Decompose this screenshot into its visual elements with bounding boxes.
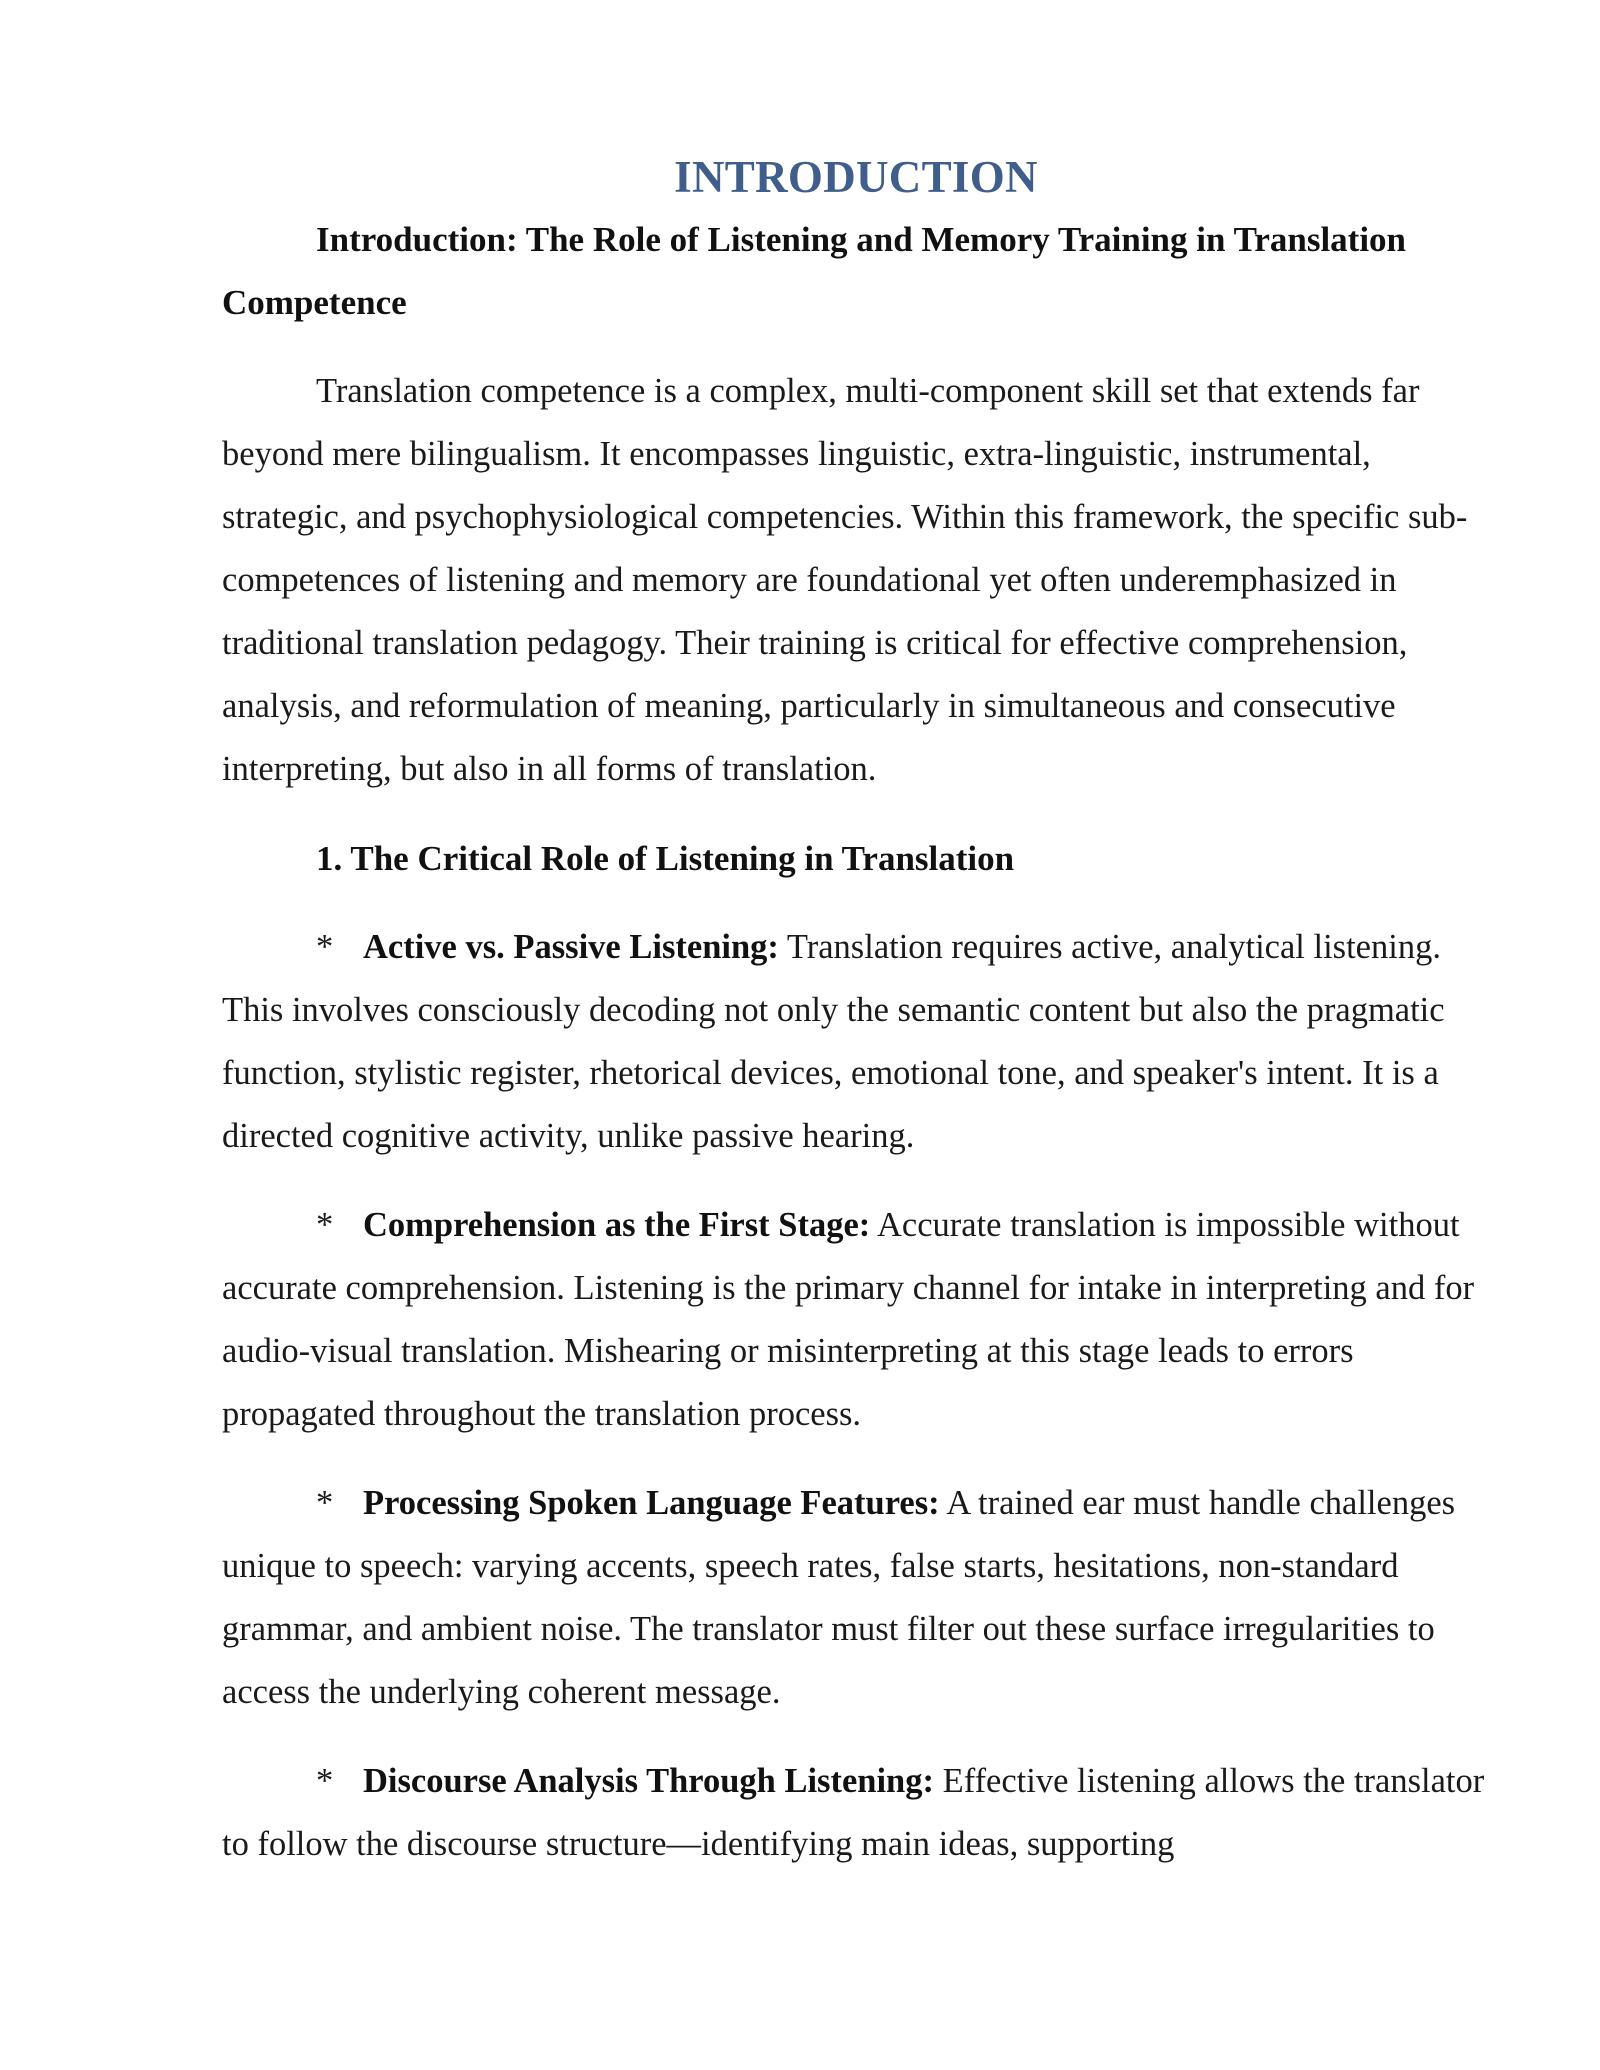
- list-item: [222, 1194, 1490, 1446]
- subtitle-heading: Introduction: The Role of Listening and Memory Training in Translation Competence: [222, 220, 1407, 322]
- bullet-marker: *: [316, 1484, 334, 1522]
- bullet-text: A trained ear must handle challenges unique to speech: varying accents, speech rates, false starts, hesitations, non-standard grammar, and ambient noise. The translator must filter out these surface irregularities to access the underlying coherent message.: [222, 1484, 1456, 1711]
- bullet-text: Accurate translation is impossible without accurate comprehension. Listening is the primary channel for intake in interpreting and for audio-visual translation. Mishearing or misinterpreting at this stage leads to errors propagated throughout the translation process.: [222, 1206, 1475, 1433]
- bullet-text: Effective listening allows the translator to follow the discourse structure—identifying main ideas, supporting: [222, 1762, 1485, 1863]
- list-item: [222, 1472, 1490, 1724]
- bullet-marker: *: [316, 1206, 334, 1244]
- bullet-term: Active vs. Passive Listening:: [363, 928, 779, 966]
- bullet-marker: *: [316, 928, 334, 966]
- list-item: [222, 1750, 1490, 1876]
- list-item: [222, 916, 1490, 1168]
- document-page: [222, 148, 1490, 1902]
- bullet-term: Comprehension as the First Stage:: [363, 1206, 871, 1244]
- bullet-term: Discourse Analysis Through Listening:: [363, 1762, 934, 1800]
- bullet-text: Translation requires active, analytical listening. This involves consciously decoding not only the semantic content but also the pragmatic function, stylistic register, rhetorical devices, emotional tone, and speaker's intent. It is a directed cognitive activity, unlike passive hearing.: [222, 928, 1445, 1155]
- intro-paragraph: Translation competence is a complex, multi-component skill set that extends far beyond mere bilingualism. It encompasses linguistic, extra-linguistic, instrumental, strategic, and psychophysiological competencies. Within this framework, the specific sub-competences of listening and memory are foundational yet often underemphasized in traditional translation pedagogy. Their training is critical for effective comprehension, analysis, and reformulation of meaning, particularly in simultaneous and consecutive interpreting, but also in all forms of translation.: [222, 372, 1468, 788]
- page-title: INTRODUCTION: [674, 152, 1038, 202]
- section-heading-listening: 1. The Critical Role of Listening in Translation: [316, 839, 1015, 878]
- bullet-term: Processing Spoken Language Features:: [363, 1484, 940, 1522]
- bullet-marker: *: [316, 1762, 334, 1800]
